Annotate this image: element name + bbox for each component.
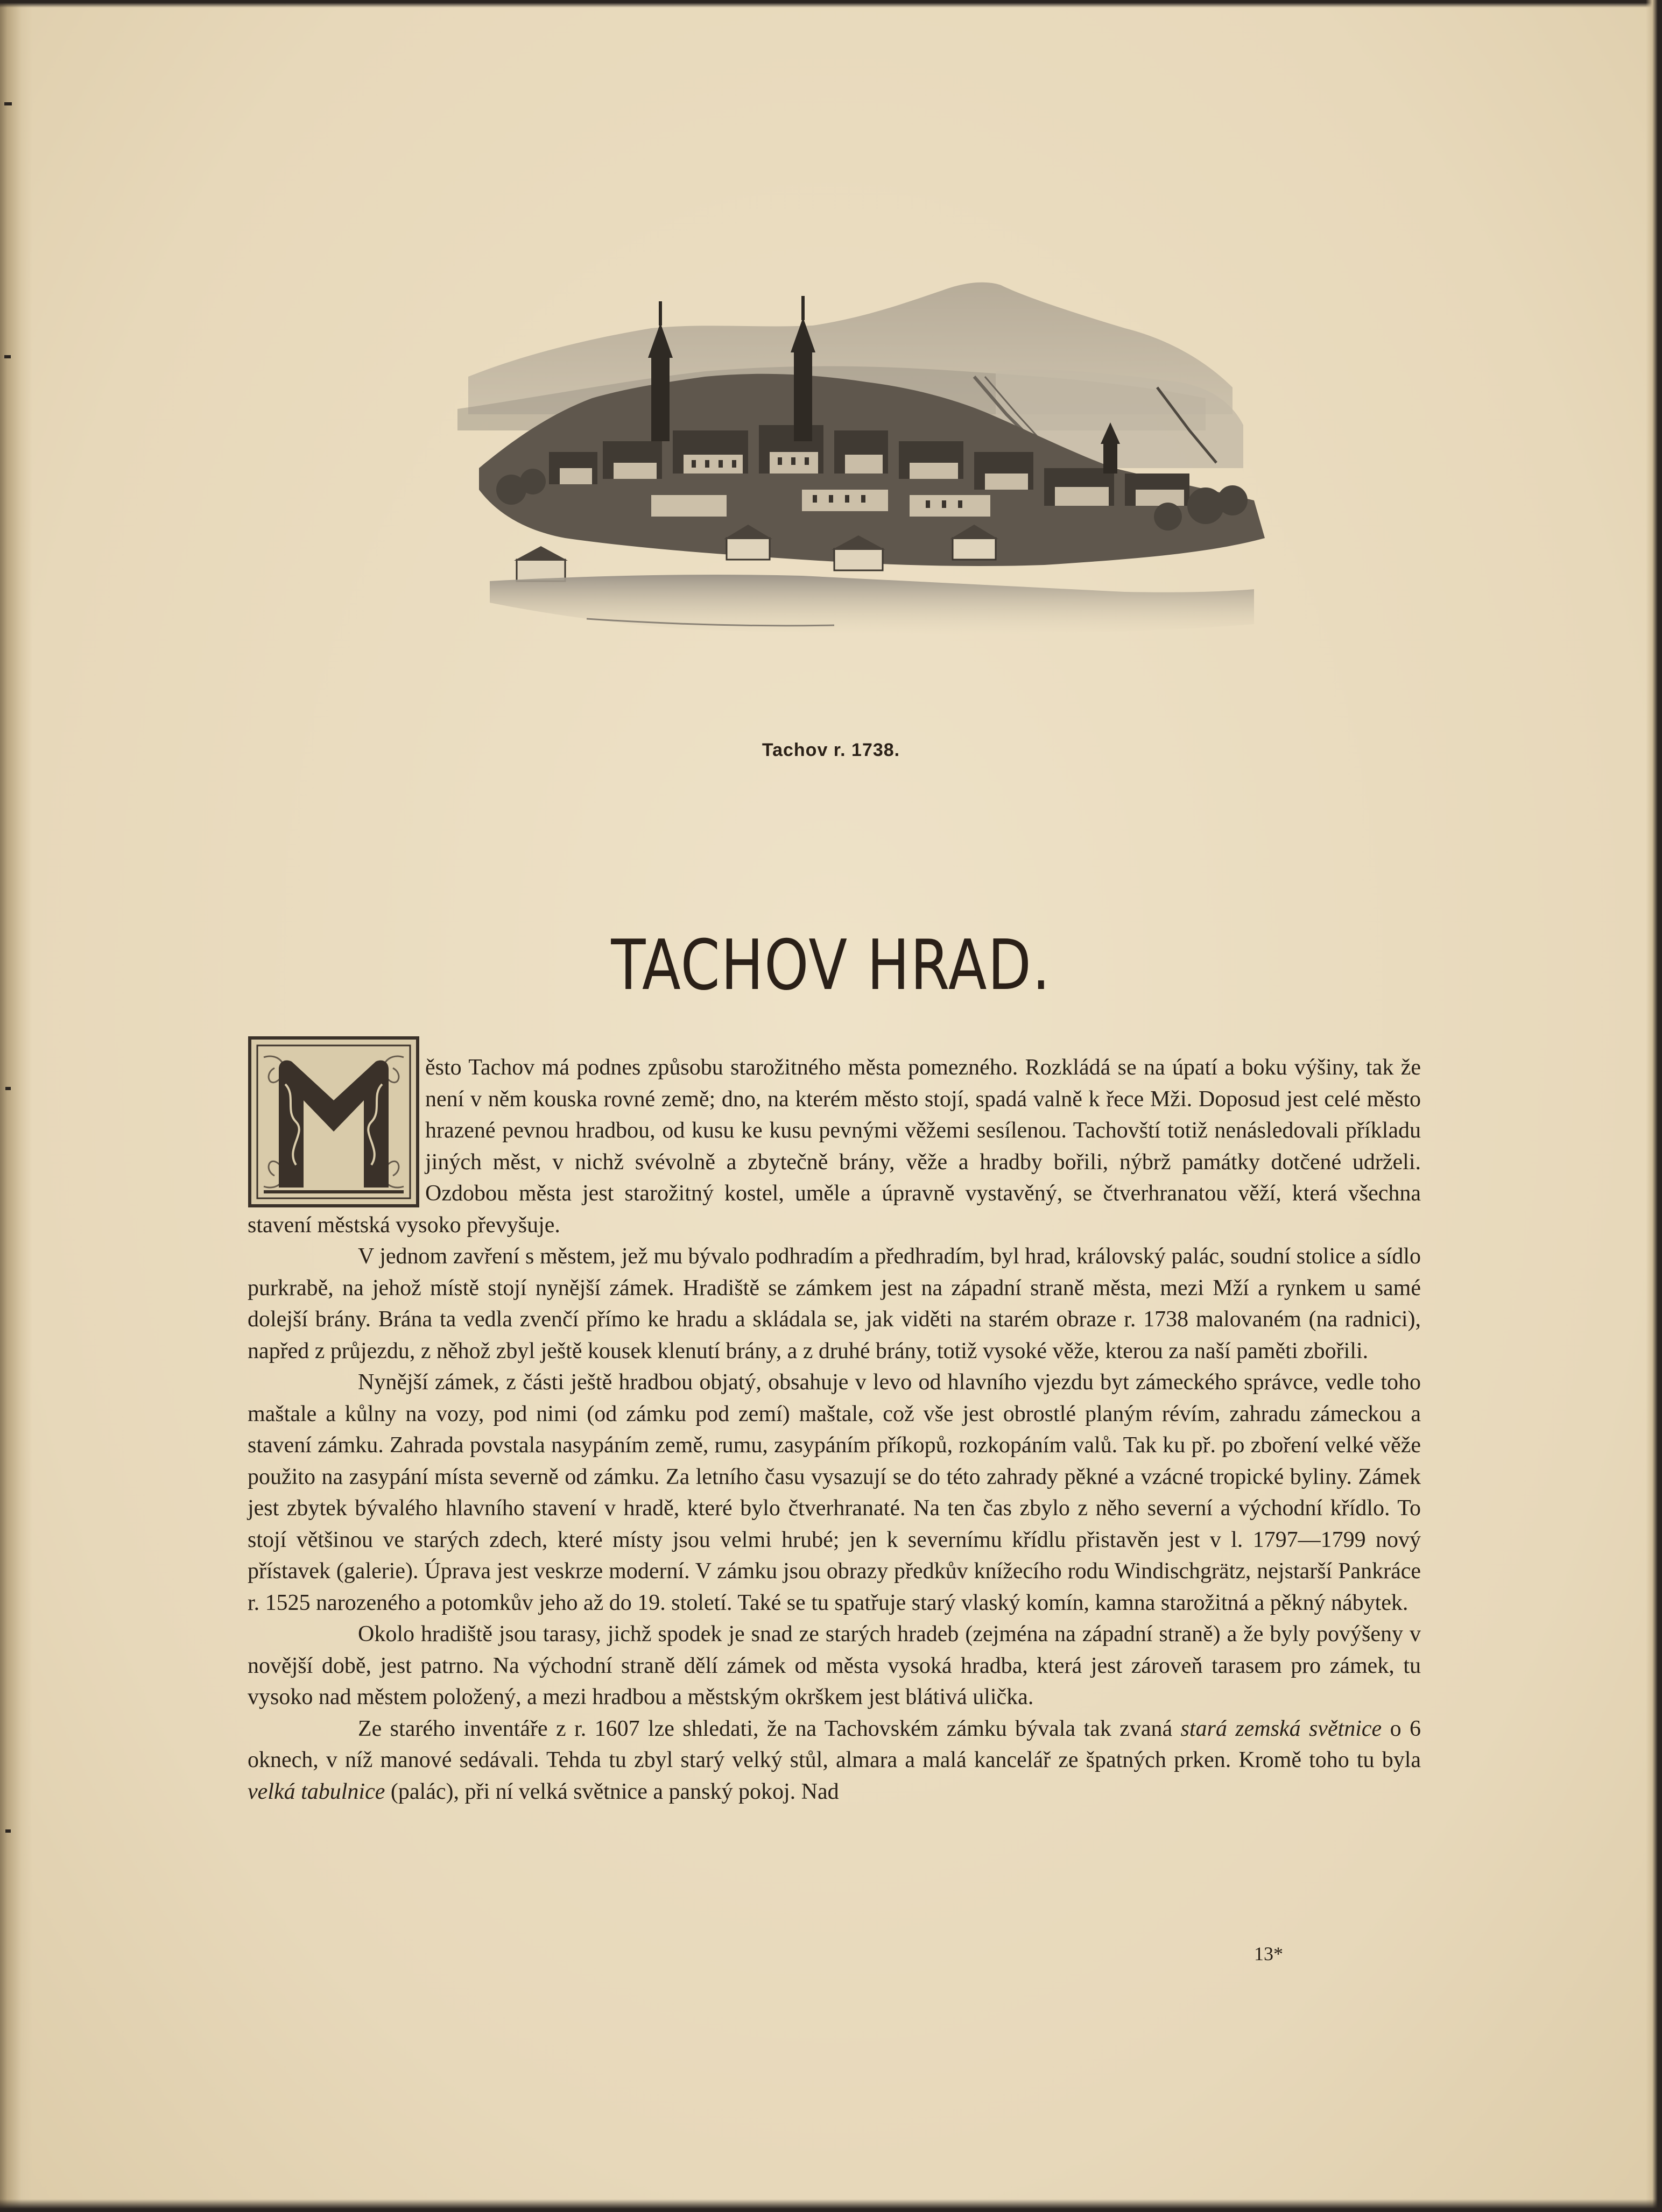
binding-mark bbox=[5, 1087, 11, 1090]
binding-mark bbox=[4, 355, 11, 358]
page-number: 13* bbox=[1254, 1943, 1283, 1964]
initial-spacer bbox=[248, 1048, 425, 1205]
binding-mark bbox=[4, 102, 12, 105]
page-binding bbox=[0, 0, 32, 2212]
paragraph-text: o 6 oknech, v níž manové sedávali. Tehda tu zbyl starý velký stůl, almara a malá kancelář ze špatných prken. Kromě toho tu byla bbox=[248, 1716, 1421, 1772]
paragraph-text: (palác), při ní velká světnice a panský pokoj. Nad bbox=[385, 1779, 839, 1804]
page-top-edge bbox=[0, 0, 1662, 8]
paragraph bbox=[248, 1052, 1421, 1241]
page-title: TACHOV HRAD. bbox=[611, 925, 1051, 1006]
illustration-caption: Tachov r. 1738. bbox=[762, 740, 900, 760]
paragraph: V jednom zavření s městem, jež mu bývalo podhradím a předhradím, byl hrad, královský palác, soudní stolice a sídlo purkrabě, na jehož místě stojí nynější zámek. Hradiště se zámkem jest na západní straně města, mezi Mží a rynkem u samé dolejší brány. Brána ta vedla zvenčí přímo ke hradu a skládala se, jak viděti na starém obraze r. 1738 malovaném (na radnici), napřed z průjezdu, z něhož zbyl ještě kousek klenutí brány, a z druhé brány, totiž vysoké věže, kterou za naší paměti zbořili. bbox=[248, 1244, 1421, 1363]
page-right-edge bbox=[1646, 0, 1662, 2212]
paragraph-text: Ze starého inventáře z r. 1607 lze shledati, že na Tachovském zámku bývala tak zvaná bbox=[358, 1716, 1181, 1741]
paragraph bbox=[248, 1713, 1421, 1808]
town-engraving-icon bbox=[425, 237, 1276, 683]
page-bottom-edge bbox=[0, 2199, 1662, 2212]
italic-term: stará zemská světnice bbox=[1180, 1716, 1382, 1741]
binding-mark bbox=[5, 1829, 11, 1833]
body-text bbox=[248, 1052, 1421, 1807]
italic-term: velká tabulnice bbox=[248, 1779, 385, 1804]
paragraph: Okolo hradiště jsou tarasy, jichž spodek je snad ze starých hradeb (zejména na západní straně) a že byly povýšeny v novější době, jest patrno. Na východní straně dělí zámek od města vysoká hradba, která jest zároveň tarasem pro zámek, tu vysoko nad městem položený, a mezi hradbou a městským okrškem jest blátivá ulička. bbox=[248, 1622, 1421, 1709]
paragraph-text: ěsto Tachov má podnes způsobu starožitného města pomezného. Rozkládá se na úpatí a boku výšiny, tak že není v něm kouska rovné země; dno, na kterém město stojí, spadá valně k řece Mži. Doposud jest celé město hrazené pevnou hradbou, od kusu ke kusu pevnými věžemi sesílenou. Tachovští totiž nenásledovali příkladu jiných měst, v nichž svévolně a zbytečně brány, věže a hradby bořili, nýbrž památky dotčené udrželi. Ozdobou města jest starožitný kostel, uměle a úpravně vystavěný, se čtverhranatou věží, která všechna stavení městská vysoko převyšuje. bbox=[248, 1055, 1421, 1238]
paragraph: Nynější zámek, z části ještě hradbou objatý, obsahuje v levo od hlavního vjezdu byt zámeckého správce, vedle toho maštale a kůlny na vozy, pod nimi (od zámku pod zemí) maštale, což vše jest obrostlé planým révím, zahradu zámeckou a stavení zámku. Zahrada povstala nasypáním země, rumu, zasypáním příkopů, rozkopáním valů. Tak ku př. po zboření velké věže použito na zasypání místa severně od zámku. Za letního času vysazují se do této zahrady pěkné a vzácné tropické byliny. Zámek jest zbytek bývalého hlavního stavení v hradě, které bylo čtverhranaté. Na ten čas zbylo z něho severní a východní křídlo. To stojí většinou ve starých zdech, které místy jsou velmi hrubé; jen k severnímu křídlu přistavěn jest v l. 1797—1799 nový přístavek (galerie). Úprava jest veskrze moderní. V zámku jsou obrazy předkův knížecího rodu Windischgrätz, nejstarší Pankráce r. 1525 narozeného a potomkův jeho až do 19. století. Také se tu spatřuje starý vlaský komín, kamna starožitná a pěkný nábytek. bbox=[248, 1370, 1421, 1615]
